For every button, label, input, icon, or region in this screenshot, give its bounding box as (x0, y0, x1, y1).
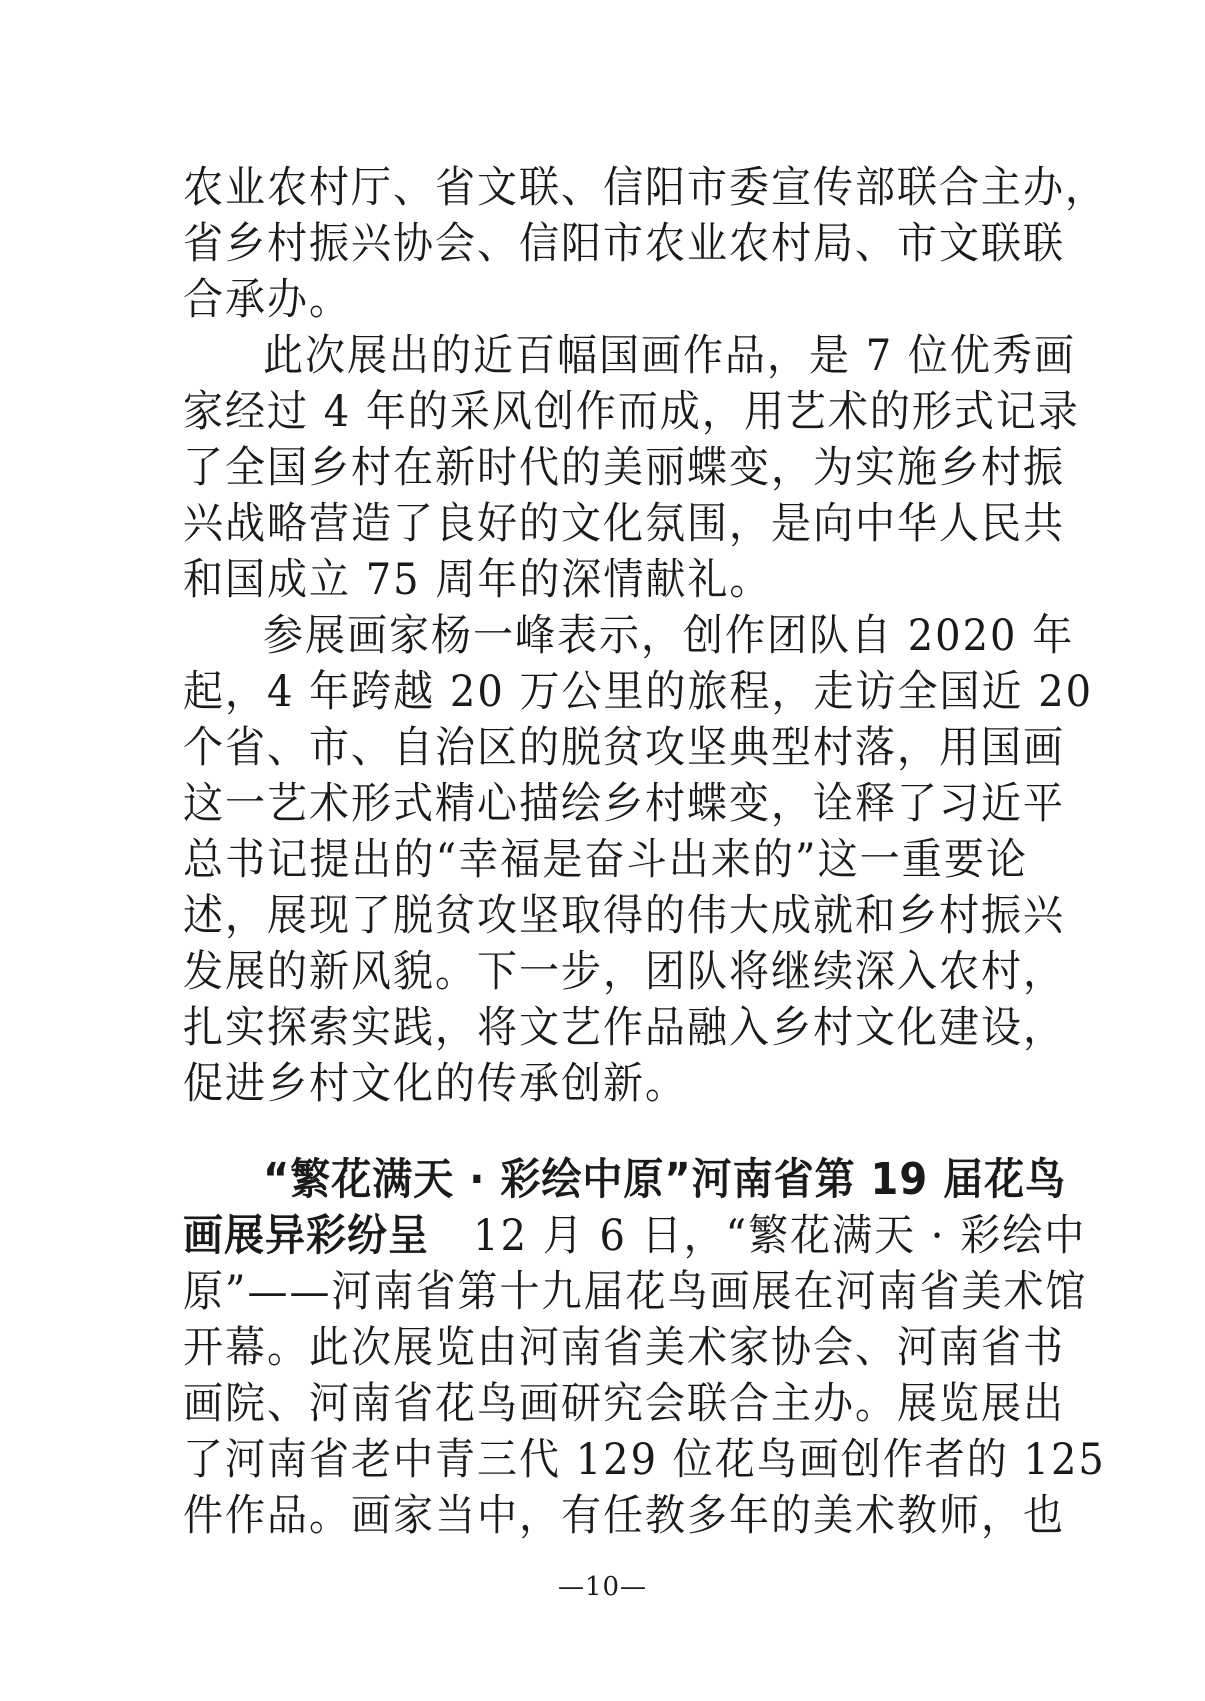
paragraph-line: 此次展出的近百幅国画作品，是 7 位优秀画 (263, 331, 1076, 381)
news-body-start: 12 月 6 日，“繁花满天 · 彩绘中 (473, 1211, 1087, 1261)
news-headline-tail: 画展异彩纷呈 (183, 1211, 429, 1261)
paragraph-line: 和国成立 75 周年的深情献礼。 (183, 555, 772, 605)
paragraph-line: 发展的新风貌。下一步，团队将继续深入农村， (183, 947, 1065, 997)
paragraph-line: 参展画家杨一峰表示，创作团队自 2020 年 (263, 611, 1075, 661)
paragraph-line: 家经过 4 年的采风创作而成，用艺术的形式记录 (183, 387, 1080, 437)
paragraph-line: 兴战略营造了良好的文化氛围，是向中华人民共 (183, 499, 1065, 549)
paragraph-line: 画院、河南省花鸟画研究会联合主办。展览展出 (183, 1379, 1065, 1429)
paragraph-line: 起，4 年跨越 20 万公里的旅程，走访全国近 20 (183, 667, 1094, 717)
paragraph-line: 原”——河南省第十九届花鸟画展在河南省美术馆 (183, 1267, 1088, 1317)
paragraph-line: 总书记提出的“幸福是奋斗出来的”这一重要论 (183, 835, 1028, 885)
paragraph-line: 省乡村振兴协会、信阳市农业农村局、市文联联 (183, 219, 1065, 269)
page-number: —10— (557, 1572, 648, 1602)
paragraph-line: 件作品。画家当中，有任教多年的美术教师，也 (183, 1491, 1065, 1541)
paragraph-line: 合承办。 (183, 275, 351, 325)
paragraph-line: 促进乡村文化的传承创新。 (183, 1059, 687, 1109)
news-headline: “繁花满天 · 彩绘中原”河南省第 19 届花鸟 (263, 1155, 1067, 1205)
paragraph-line: 个省、市、自治区的脱贫攻坚典型村落，用国画 (183, 723, 1065, 773)
paragraph-line: 了河南省老中青三代 129 位花鸟画创作者的 125 (183, 1435, 1106, 1485)
paragraph-line: 了全国乡村在新时代的美丽蝶变，为实施乡村振 (183, 443, 1065, 493)
paragraph-line: 述，展现了脱贫攻坚取得的伟大成就和乡村振兴 (183, 891, 1065, 941)
paragraph-line: 扎实探索实践，将文艺作品融入乡村文化建设， (183, 1003, 1065, 1053)
paragraph-line: 这一艺术形式精心描绘乡村蝶变，诠释了习近平 (183, 779, 1065, 829)
paragraph-line: 开幕。此次展览由河南省美术家协会、河南省书 (183, 1323, 1065, 1373)
paragraph-line: 农业农村厅、省文联、信阳市委宣传部联合主办， (183, 163, 1107, 213)
news-headline-continued-line (183, 1206, 1087, 1266)
